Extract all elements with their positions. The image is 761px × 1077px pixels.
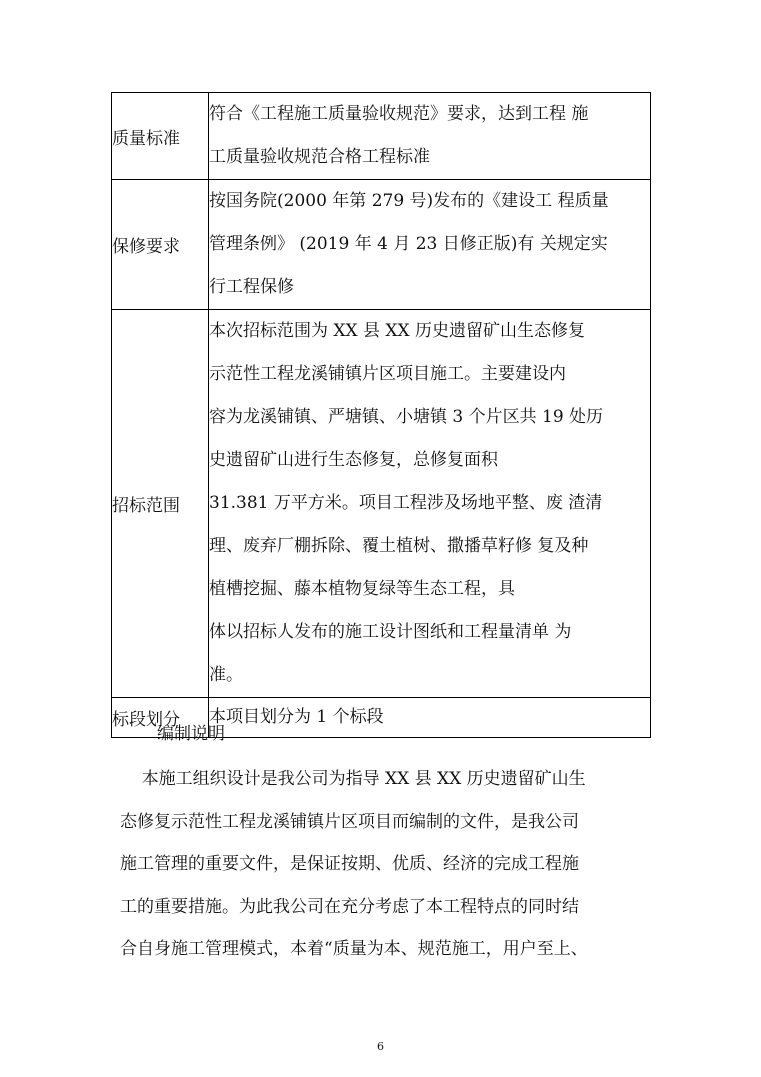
row-label: 保修要求 — [112, 180, 209, 310]
row-content — [209, 698, 651, 738]
paragraph-line: 本施工组织设计是我公司为指导 XX 县 XX 历史遗留矿山生 — [120, 769, 586, 789]
body-paragraph — [120, 758, 588, 971]
content-line: 容为龙溪铺镇、严塘镇、小塘镇 3 个片区共 19 处历 — [209, 407, 604, 427]
content-line: 工质量验收规范合格工程标准 — [209, 147, 430, 167]
table-row-warranty — [112, 180, 651, 310]
content-line: 本项目划分为 1 个标段 — [209, 707, 384, 727]
content-line: 符合《工程施工质量验收规范》要求，达到工程 施 — [209, 104, 589, 124]
project-info-table — [111, 92, 651, 738]
row-content — [209, 310, 651, 698]
page-number: 6 — [377, 1040, 384, 1053]
paragraph-line: 工的重要措施。为此我公司在充分考虑了本工程特点的同时结 — [120, 896, 579, 917]
content-line: 示范性工程龙溪铺镇片区项目施工。主要建设内 — [209, 364, 566, 384]
content-line: 行工程保修 — [209, 277, 294, 297]
table-row-scope — [112, 310, 651, 698]
row-label: 招标范围 — [112, 310, 209, 698]
content-line: 理、废弃厂棚拆除、覆土植树、撒播草籽修 复及种 — [209, 536, 589, 556]
paragraph-line: 合自身施工管理模式，本着“质量为本、规范施工，用户至上、 — [120, 939, 588, 960]
content-line: 准。 — [209, 665, 243, 685]
row-content — [209, 180, 651, 310]
table-row-quality — [112, 93, 651, 180]
content-line: 按国务院(2000 年第 279 号)发布的《建设工 程质量 — [209, 191, 609, 211]
content-line: 31.381 万平方米。项目工程涉及场地平整、废 渣清 — [209, 493, 603, 513]
row-label: 标段划分 — [112, 698, 209, 738]
content-line: 史遗留矿山进行生态修复，总修复面积 — [209, 450, 498, 470]
content-line: 植槽挖掘、藤本植物复绿等生态工程，具 — [209, 579, 515, 599]
paragraph-line: 态修复示范性工程龙溪铺镇片区项目而编制的文件，是我公司 — [120, 811, 579, 832]
row-label: 质量标准 — [112, 93, 209, 180]
row-content — [209, 93, 651, 180]
paragraph-line: 施工管理的重要文件，是保证按期、优质、经济的完成工程施 — [120, 854, 579, 875]
content-line: 管理条例》 (2019 年 4 月 23 日修正版)有 关规定实 — [209, 234, 608, 254]
content-line: 体以招标人发布的施工设计图纸和工程量清单 为 — [209, 622, 572, 642]
content-line: 本次招标范围为 XX 县 XX 历史遗留矿山生态修复 — [209, 321, 586, 341]
section-heading: 编制说明 — [157, 724, 225, 744]
